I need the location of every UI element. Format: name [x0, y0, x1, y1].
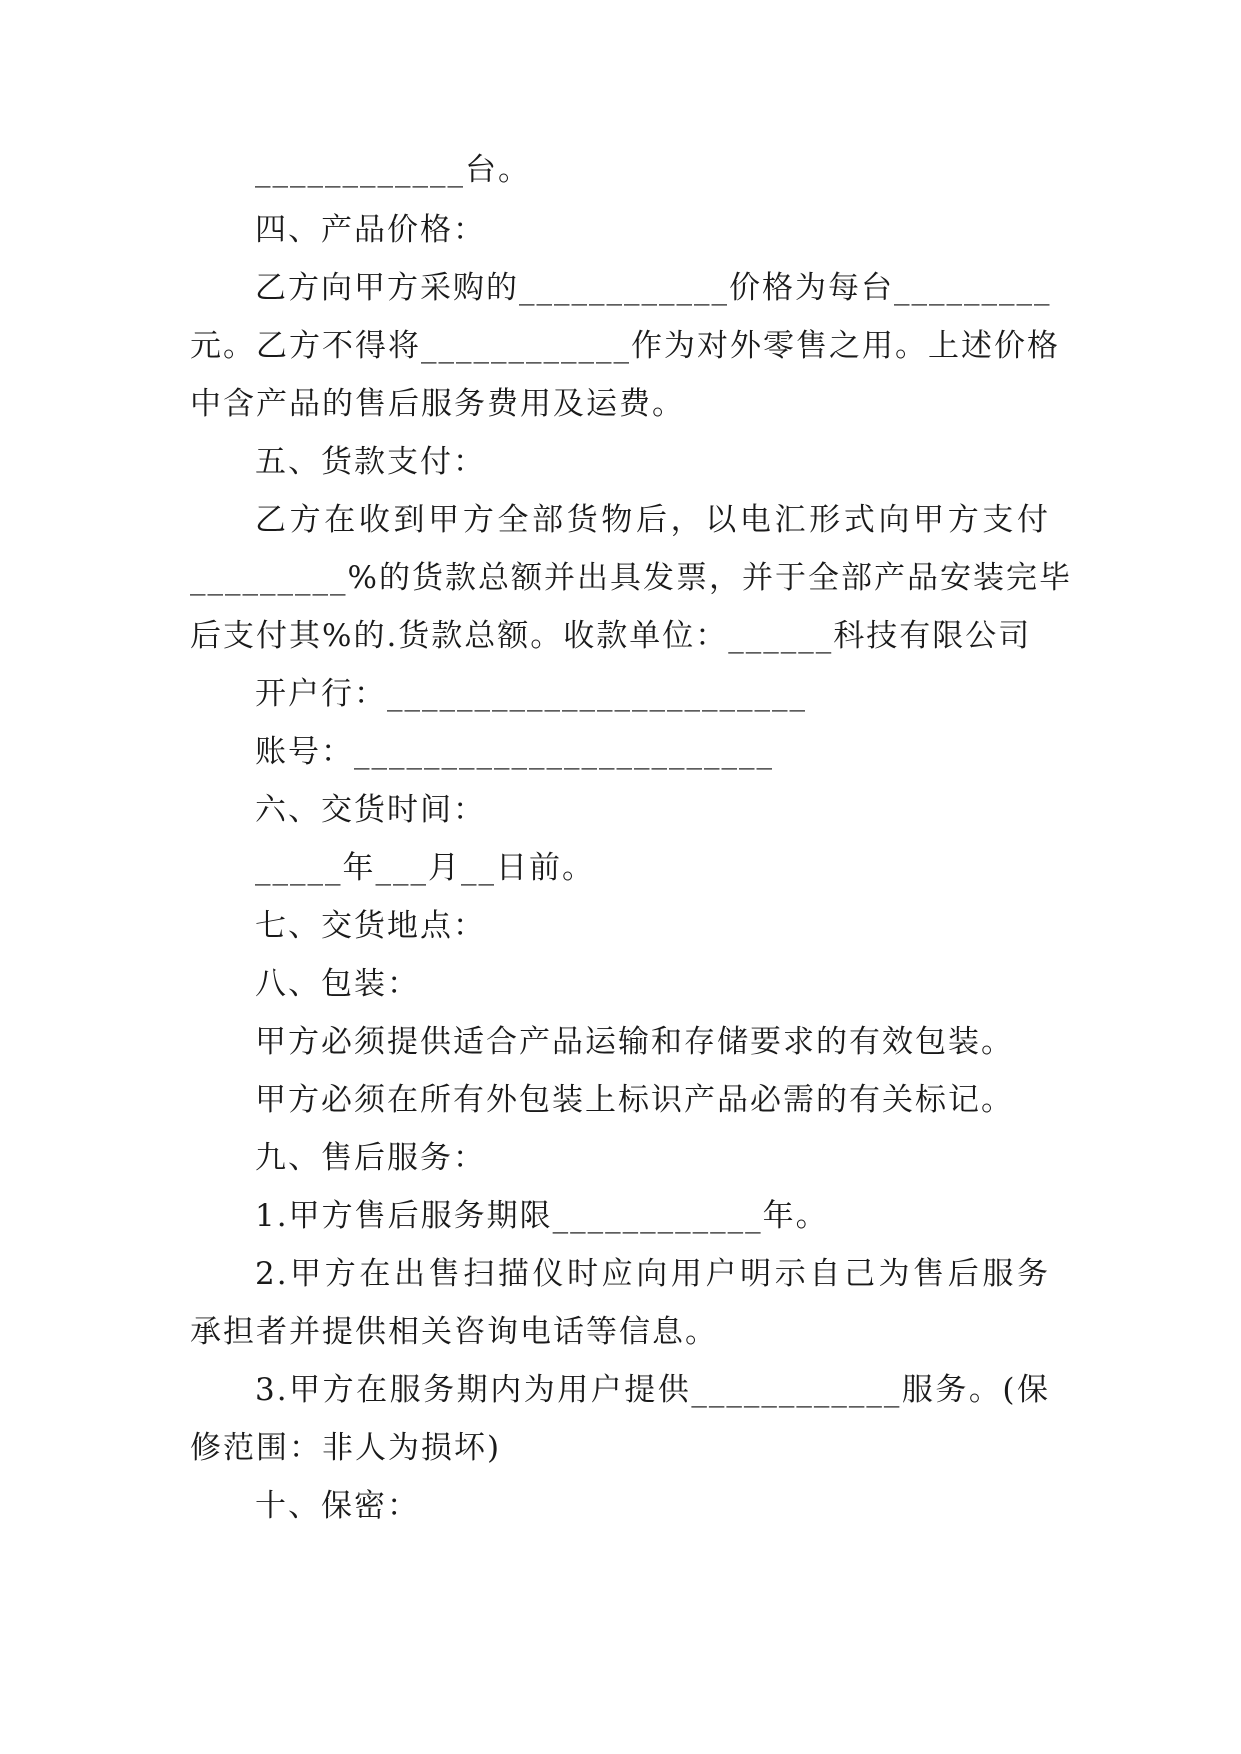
section-heading-packaging: 八、包装： — [255, 966, 420, 1002]
section-heading-delivery-time: 六、交货时间： — [255, 792, 486, 828]
text-line: 乙方向甲方采购的____________价格为每台_________ — [255, 270, 1052, 306]
text-line: 元。乙方不得将____________作为对外零售之用。上述价格 — [190, 328, 1060, 364]
text-line: 修范围：非人为损坏) — [190, 1430, 502, 1466]
text-line: 甲方必须在所有外包装上标识产品必需的有关标记。 — [255, 1082, 1014, 1118]
text-line: 后支付其%的.货款总额。收款单位：______科技有限公司 — [190, 618, 1032, 654]
text-line: 3.甲方在服务期内为用户提供____________服务。(保 — [255, 1372, 1050, 1408]
text-line: 承担者并提供相关咨询电话等信息。 — [190, 1314, 718, 1350]
text-line: 甲方必须提供适合产品运输和存储要求的有效包装。 — [255, 1024, 1014, 1060]
text-line: 1.甲方售后服务期限____________年。 — [255, 1198, 829, 1234]
text-line: 中含产品的售后服务费用及运费。 — [190, 386, 685, 422]
text-line: 乙方在收到甲方全部货物后，以电汇形式向甲方支付 — [255, 502, 1050, 538]
text-line: _____年___月__日前。 — [255, 850, 595, 886]
section-heading-after-sales: 九、售后服务： — [255, 1140, 486, 1176]
section-heading-confidentiality: 十、保密： — [255, 1488, 420, 1524]
section-heading-payment: 五、货款支付： — [255, 444, 486, 480]
text-line: 2.甲方在出售扫描仪时应向用户明示自己为售后服务 — [255, 1256, 1050, 1292]
account-field: 账号：________________________ — [255, 734, 774, 770]
bank-field: 开户行：________________________ — [255, 676, 807, 712]
section-heading-delivery-place: 七、交货地点： — [255, 908, 486, 944]
text-line: ____________台。 — [255, 152, 531, 188]
text-line: _________%的货款总额并出具发票，并于全部产品安装完毕 — [190, 560, 1072, 596]
section-heading-price: 四、产品价格： — [255, 212, 486, 248]
